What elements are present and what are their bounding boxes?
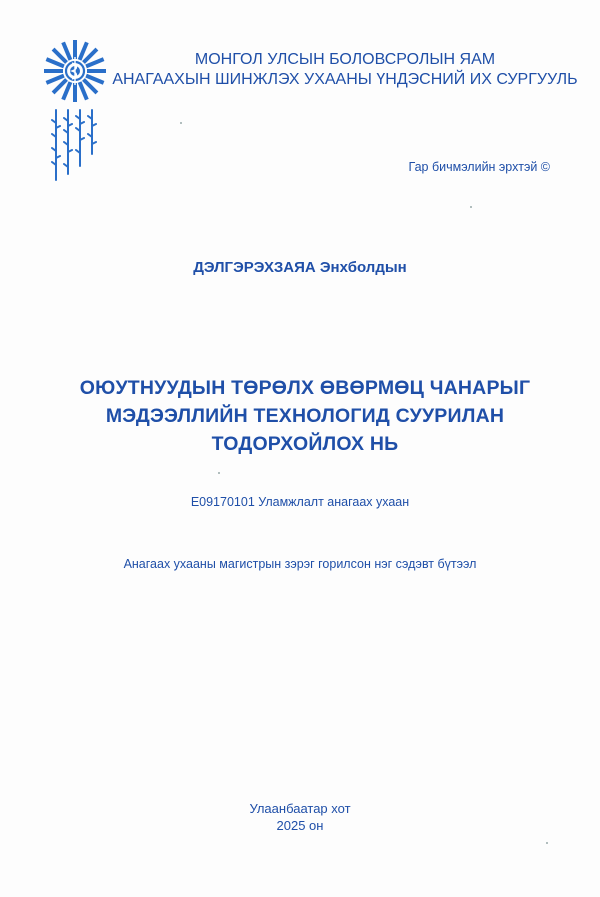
scan-speck	[218, 472, 220, 474]
city: Улаанбаатар хот	[249, 801, 351, 816]
scan-speck	[546, 842, 548, 844]
thesis-title	[60, 374, 550, 458]
scan-speck	[180, 122, 182, 124]
author-name	[0, 259, 600, 276]
title-line: ОЮУТНУУДЫН ТӨРӨЛХ ӨВӨРМӨЦ ЧАНАРЫГ	[79, 377, 531, 399]
university-emblem-icon	[42, 38, 108, 188]
degree-statement: Анагаах ухааны магистрын зэрэг горилсон нэг сэдэвт бүтээл	[123, 557, 477, 571]
author-surname: ДЭЛГЭРЭХЗАЯА	[193, 259, 316, 276]
copyright-notice: Гар бичмэлийн эрхтэй ©	[408, 160, 550, 174]
program-code: E09170101 Уламжлалт анагаах ухаан	[190, 495, 410, 509]
title-line: МЭДЭЭЛЛИЙН ТЕХНОЛОГИД СУУРИЛАН	[105, 405, 505, 427]
institution-header	[110, 50, 580, 90]
university-name: АНАГААХЫН ШИНЖЛЭХ УХААНЫ ҮНДЭСНИЙ ИХ СУРГУУЛЬ	[112, 71, 578, 88]
title-line: ТОДОРХОЙЛОХ НЬ	[211, 433, 399, 455]
year: 2025 он	[276, 818, 324, 833]
place-and-year	[0, 800, 600, 834]
ministry-name: МОНГОЛ УЛСЫН БОЛОВСРОЛЫН ЯАМ	[194, 51, 496, 68]
author-given-name: Энхболдын	[319, 259, 407, 276]
scan-speck	[470, 206, 472, 208]
